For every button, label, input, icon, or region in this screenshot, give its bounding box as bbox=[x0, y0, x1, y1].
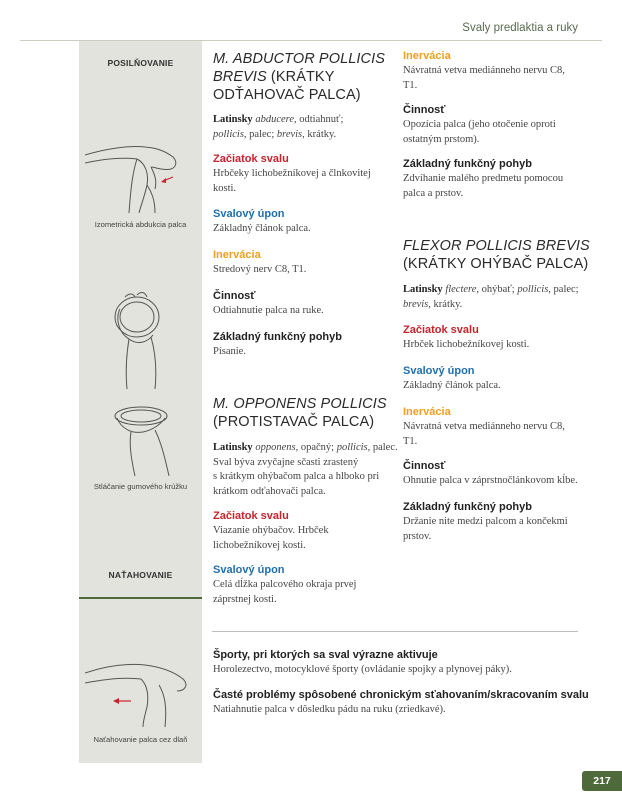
opponens-movement bbox=[403, 157, 598, 201]
movement-label: Základný funkčný pohyb bbox=[213, 331, 342, 343]
flexor-title bbox=[403, 237, 598, 273]
flexor-title-line1: FLEXOR POLLICIS BREVIS bbox=[403, 238, 590, 254]
hand-ring-side-illustration bbox=[85, 396, 196, 476]
origin-text: Hrbčeky lichobežníkovej a člnkovitej bbox=[213, 168, 371, 179]
origin-label: Začiatok svalu bbox=[403, 324, 479, 336]
latin-text: krátkom odťahovači palca. bbox=[213, 485, 326, 497]
running-header: Svaly predlaktia a ruky bbox=[462, 22, 578, 34]
movement-label: Základný funkčný pohyb bbox=[403, 158, 532, 170]
innervation-label: Inervácia bbox=[403, 406, 451, 418]
insertion-label: Svalový úpon bbox=[213, 564, 285, 576]
abductor-insertion bbox=[213, 207, 398, 237]
latin-text: s krátkym ohýbačom palca a hlboko pri bbox=[213, 471, 380, 482]
abductor-title-line1: M. ABDUCTOR POLLICIS bbox=[213, 51, 386, 67]
origin-text: Hrbček lichobežníkovej kosti. bbox=[403, 339, 530, 350]
action-text: Opozícia palca (jeho otočenie oproti bbox=[403, 119, 556, 130]
insertion-text: Základný článok palca. bbox=[213, 223, 311, 234]
latin-word: brevis bbox=[276, 128, 303, 140]
sports-label: Športy, pri ktorých sa sval výrazne aktivuje bbox=[213, 649, 438, 661]
action-text: Odtiahnutie palca na ruke. bbox=[213, 305, 324, 316]
opponens-innervation bbox=[403, 49, 598, 93]
origin-text: Viazanie ohýbačov. Hrbček bbox=[213, 525, 329, 536]
thumb-stretch-illustration bbox=[85, 655, 196, 727]
latin-text: , krátky. bbox=[428, 298, 463, 310]
abductor-latin bbox=[213, 113, 398, 142]
bottom-rule bbox=[212, 631, 578, 632]
latin-label: Latinsky bbox=[213, 442, 253, 453]
problems-section bbox=[213, 688, 593, 718]
hand-ring-front-illustration bbox=[85, 289, 196, 389]
movement-label: Základný funkčný pohyb bbox=[403, 501, 532, 513]
problems-text: Natiahnutie palca v dôsledku pádu na ruku (zriedkavé). bbox=[213, 704, 446, 715]
flexor-origin bbox=[403, 323, 598, 353]
latin-word: opponens bbox=[255, 442, 296, 453]
latin-text: , palec; bbox=[243, 128, 277, 140]
origin-label: Začiatok svalu bbox=[213, 510, 289, 522]
flexor-latin bbox=[403, 283, 598, 312]
problems-label: Časté problémy spôsobené chronickým sťahovaním/skracovaním svalu bbox=[213, 689, 589, 701]
action-label: Činnosť bbox=[403, 460, 446, 472]
sidebar-divider bbox=[79, 597, 202, 599]
insertion-text: Celá dĺžka palcového okraja prvej bbox=[213, 579, 357, 590]
caption-isometric: Izometrická abdukcia palca bbox=[94, 220, 187, 229]
abductor-action bbox=[213, 289, 398, 319]
latin-word: brevis bbox=[403, 298, 429, 310]
innervation-text: Návratná vetva mediánneho nervu C8, bbox=[403, 421, 565, 432]
latin-word: abducere bbox=[255, 114, 294, 125]
innervation-text: T1. bbox=[403, 435, 418, 447]
abductor-origin bbox=[213, 152, 398, 196]
opponens-insertion bbox=[213, 563, 398, 607]
caption-rubber-ring: Stláčanie gumového krúžku bbox=[93, 482, 188, 491]
origin-text: lichobežníkovej kosti. bbox=[213, 539, 306, 551]
flexor-insertion bbox=[403, 364, 598, 394]
sports-text: Horolezectvo, motocyklové športy (ovládanie spojky a plynovej páky). bbox=[213, 664, 512, 675]
abductor-title-line3: ODŤAHOVAČ PALCA) bbox=[213, 87, 361, 103]
latin-text: , ohýbať; bbox=[476, 284, 518, 295]
flexor-title-line2: (KRÁTKY OHÝBAČ PALCA) bbox=[403, 256, 589, 272]
innervation-text: Stredový nerv C8, T1. bbox=[213, 264, 307, 275]
latin-word: pollicis bbox=[336, 442, 368, 453]
movement-text: prstov. bbox=[403, 530, 432, 542]
latin-word: pollicis bbox=[517, 284, 549, 295]
origin-text: kosti. bbox=[213, 182, 237, 194]
innervation-text: Návratná vetva mediánneho nervu C8, bbox=[403, 65, 565, 76]
abductor-innervation bbox=[213, 248, 398, 278]
strengthening-heading: POSILŇOVANIE bbox=[107, 58, 174, 68]
abductor-title-line2b: (KRÁTKY bbox=[266, 69, 335, 85]
opponens-title-line2: (PROTISTAVAČ PALCA) bbox=[213, 414, 375, 430]
innervation-label: Inervácia bbox=[213, 249, 261, 261]
action-text: ostatným prstom). bbox=[403, 133, 480, 145]
flexor-movement bbox=[403, 500, 598, 544]
movement-text: palca a prstov. bbox=[403, 187, 464, 199]
movement-text: Písanie. bbox=[213, 346, 246, 357]
opponens-title-line1: M. OPPONENS POLLICIS bbox=[213, 396, 387, 412]
opponens-action bbox=[403, 103, 598, 147]
latin-text: , palec; bbox=[548, 284, 579, 295]
latin-word: pollicis bbox=[213, 128, 244, 140]
sports-section bbox=[213, 648, 583, 678]
opponens-origin bbox=[213, 509, 398, 553]
isometric-abduction-illustration bbox=[85, 133, 196, 213]
opponens-latin bbox=[213, 441, 398, 499]
latin-word: flectere bbox=[445, 284, 477, 295]
movement-text: Zdvíhanie malého predmetu pomocou bbox=[403, 173, 564, 184]
sidebar-panel bbox=[79, 41, 202, 763]
page-number: 217 bbox=[582, 771, 622, 791]
latin-text: Sval býva zvyčajne sčasti zrastený bbox=[213, 456, 359, 468]
flexor-section bbox=[403, 237, 598, 273]
action-label: Činnosť bbox=[403, 104, 446, 116]
latin-text: , krátky. bbox=[302, 128, 337, 140]
insertion-text: Základný článok palca. bbox=[403, 380, 501, 391]
opponens-section bbox=[213, 395, 398, 431]
latin-label: Latinsky bbox=[403, 284, 443, 295]
stretching-heading: NAŤAHOVANIE bbox=[108, 570, 173, 580]
insertion-label: Svalový úpon bbox=[213, 208, 285, 220]
movement-text: Držanie nite medzi palcom a končekmi bbox=[403, 516, 568, 527]
opponens-title bbox=[213, 395, 398, 431]
insertion-label: Svalový úpon bbox=[403, 365, 475, 377]
action-label: Činnosť bbox=[213, 290, 256, 302]
abductor-title-line2a: BREVIS bbox=[213, 69, 267, 85]
abductor-title bbox=[213, 50, 393, 104]
flexor-action bbox=[403, 459, 598, 489]
action-text: Ohnutie palca v záprstnočlánkovom kĺbe. bbox=[403, 475, 578, 486]
latin-text: , odtiahnuť; bbox=[294, 114, 344, 125]
caption-stretch: Naťahovanie palca cez dlaň bbox=[93, 735, 188, 744]
origin-label: Začiatok svalu bbox=[213, 153, 289, 165]
innervation-label: Inervácia bbox=[403, 50, 451, 62]
latin-text: , opačný; bbox=[295, 442, 337, 453]
innervation-text: T1. bbox=[403, 79, 418, 91]
flexor-innervation bbox=[403, 405, 598, 449]
insertion-text: záprstnej kosti. bbox=[213, 593, 277, 605]
abductor-section bbox=[213, 50, 393, 104]
abductor-movement bbox=[213, 330, 398, 360]
latin-text: , palec. bbox=[367, 442, 398, 453]
latin-label: Latinsky bbox=[213, 114, 253, 125]
